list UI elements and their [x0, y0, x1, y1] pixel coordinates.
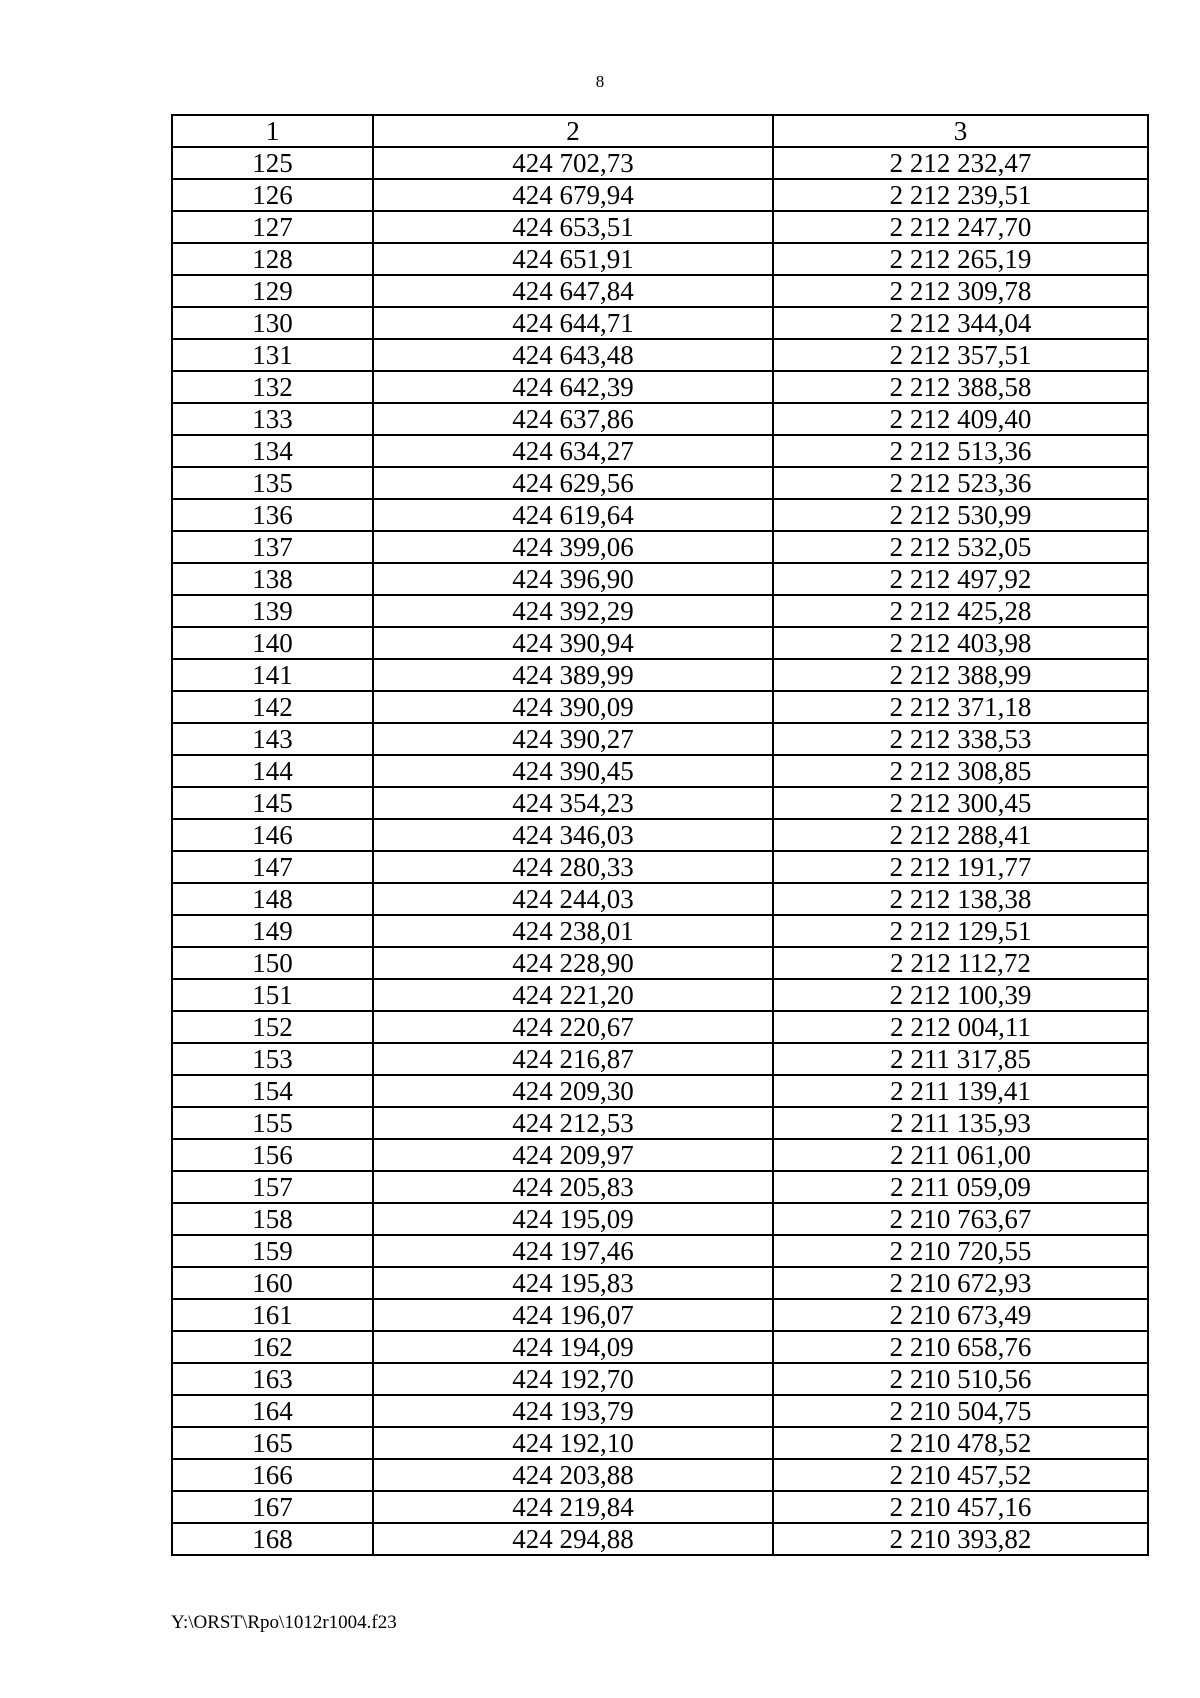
table-row [172, 211, 1148, 243]
table-row [172, 1395, 1148, 1427]
point-number-cell: 136 [172, 499, 373, 531]
coordinate-y-cell: 2 212 288,41 [773, 819, 1148, 851]
table-row [172, 1427, 1148, 1459]
coordinate-x-cell: 424 195,83 [373, 1267, 773, 1299]
coordinate-y-cell: 2 212 265,19 [773, 243, 1148, 275]
table-row [172, 1331, 1148, 1363]
table-row [172, 243, 1148, 275]
coordinate-y-cell: 2 212 232,47 [773, 147, 1148, 179]
coordinate-y-cell: 2 212 309,78 [773, 275, 1148, 307]
table-row [172, 755, 1148, 787]
table-row [172, 339, 1148, 371]
table-row [172, 1267, 1148, 1299]
coordinate-y-cell: 2 210 763,67 [773, 1203, 1148, 1235]
coordinate-x-cell: 424 390,09 [373, 691, 773, 723]
coordinate-y-cell: 2 212 239,51 [773, 179, 1148, 211]
point-number-cell: 155 [172, 1107, 373, 1139]
point-number-cell: 148 [172, 883, 373, 915]
coordinate-y-cell: 2 210 457,16 [773, 1491, 1148, 1523]
coordinate-y-cell: 2 212 497,92 [773, 563, 1148, 595]
coordinate-y-cell: 2 212 357,51 [773, 339, 1148, 371]
coordinate-x-cell: 424 209,30 [373, 1075, 773, 1107]
header-cell-2: 2 [373, 115, 773, 147]
coordinate-y-cell: 2 212 247,70 [773, 211, 1148, 243]
coordinate-x-cell: 424 346,03 [373, 819, 773, 851]
table-row [172, 915, 1148, 947]
coordinate-y-cell: 2 211 317,85 [773, 1043, 1148, 1075]
table-header-row [172, 115, 1148, 147]
coordinate-x-cell: 424 192,10 [373, 1427, 773, 1459]
coordinate-x-cell: 424 637,86 [373, 403, 773, 435]
coordinate-y-cell: 2 210 510,56 [773, 1363, 1148, 1395]
coordinate-x-cell: 424 390,45 [373, 755, 773, 787]
table-row [172, 883, 1148, 915]
coordinate-x-cell: 424 390,27 [373, 723, 773, 755]
coordinate-x-cell: 424 399,06 [373, 531, 773, 563]
point-number-cell: 134 [172, 435, 373, 467]
point-number-cell: 151 [172, 979, 373, 1011]
header-cell-1: 1 [172, 115, 373, 147]
footer-file-path: Y:\ORST\Rpo\1012r1004.f23 [171, 1612, 397, 1633]
point-number-cell: 150 [172, 947, 373, 979]
table-row [172, 1139, 1148, 1171]
point-number-cell: 156 [172, 1139, 373, 1171]
table-row [172, 947, 1148, 979]
table-row [172, 371, 1148, 403]
point-number-cell: 144 [172, 755, 373, 787]
table-row [172, 1459, 1148, 1491]
coordinate-y-cell: 2 212 532,05 [773, 531, 1148, 563]
table-row [172, 563, 1148, 595]
coordinate-x-cell: 424 389,99 [373, 659, 773, 691]
coordinate-y-cell: 2 212 129,51 [773, 915, 1148, 947]
coordinate-y-cell: 2 211 059,09 [773, 1171, 1148, 1203]
coordinate-y-cell: 2 212 004,11 [773, 1011, 1148, 1043]
table-row [172, 1299, 1148, 1331]
coordinate-y-cell: 2 210 478,52 [773, 1427, 1148, 1459]
table-row [172, 1523, 1148, 1555]
point-number-cell: 158 [172, 1203, 373, 1235]
table-body [172, 147, 1148, 1555]
coordinate-x-cell: 424 197,46 [373, 1235, 773, 1267]
coordinate-x-cell: 424 629,56 [373, 467, 773, 499]
page-number: 8 [595, 72, 605, 91]
point-number-cell: 130 [172, 307, 373, 339]
coordinate-x-cell: 424 392,29 [373, 595, 773, 627]
coordinate-x-cell: 424 634,27 [373, 435, 773, 467]
coordinates-table [171, 114, 1149, 1556]
coordinate-x-cell: 424 192,70 [373, 1363, 773, 1395]
table-row [172, 723, 1148, 755]
point-number-cell: 135 [172, 467, 373, 499]
table-row [172, 179, 1148, 211]
point-number-cell: 132 [172, 371, 373, 403]
coordinate-x-cell: 424 216,87 [373, 1043, 773, 1075]
coordinate-y-cell: 2 210 673,49 [773, 1299, 1148, 1331]
coordinate-x-cell: 424 280,33 [373, 851, 773, 883]
coordinate-y-cell: 2 211 139,41 [773, 1075, 1148, 1107]
table-row [172, 1491, 1148, 1523]
table-row [172, 275, 1148, 307]
table-row [172, 1203, 1148, 1235]
point-number-cell: 133 [172, 403, 373, 435]
point-number-cell: 141 [172, 659, 373, 691]
coordinate-x-cell: 424 643,48 [373, 339, 773, 371]
table-row [172, 691, 1148, 723]
coordinate-y-cell: 2 210 672,93 [773, 1267, 1148, 1299]
point-number-cell: 126 [172, 179, 373, 211]
coordinate-x-cell: 424 195,09 [373, 1203, 773, 1235]
coordinate-y-cell: 2 211 135,93 [773, 1107, 1148, 1139]
coordinate-y-cell: 2 212 112,72 [773, 947, 1148, 979]
coordinate-x-cell: 424 619,64 [373, 499, 773, 531]
coordinate-y-cell: 2 212 530,99 [773, 499, 1148, 531]
point-number-cell: 128 [172, 243, 373, 275]
point-number-cell: 140 [172, 627, 373, 659]
table-row [172, 1107, 1148, 1139]
table-row [172, 627, 1148, 659]
table-row [172, 307, 1148, 339]
point-number-cell: 125 [172, 147, 373, 179]
table-row [172, 1235, 1148, 1267]
coordinate-x-cell: 424 219,84 [373, 1491, 773, 1523]
coordinate-y-cell: 2 212 513,36 [773, 435, 1148, 467]
coordinate-y-cell: 2 212 425,28 [773, 595, 1148, 627]
coordinate-x-cell: 424 228,90 [373, 947, 773, 979]
coordinate-x-cell: 424 390,94 [373, 627, 773, 659]
table-row [172, 1363, 1148, 1395]
coordinate-y-cell: 2 212 344,04 [773, 307, 1148, 339]
point-number-cell: 159 [172, 1235, 373, 1267]
table-header [172, 115, 1148, 147]
coordinate-y-cell: 2 210 658,76 [773, 1331, 1148, 1363]
coordinate-x-cell: 424 396,90 [373, 563, 773, 595]
point-number-cell: 145 [172, 787, 373, 819]
point-number-cell: 157 [172, 1171, 373, 1203]
coordinate-y-cell: 2 212 100,39 [773, 979, 1148, 1011]
point-number-cell: 164 [172, 1395, 373, 1427]
table-row [172, 787, 1148, 819]
point-number-cell: 153 [172, 1043, 373, 1075]
point-number-cell: 129 [172, 275, 373, 307]
table-row [172, 819, 1148, 851]
point-number-cell: 127 [172, 211, 373, 243]
coordinate-x-cell: 424 244,03 [373, 883, 773, 915]
coordinate-y-cell: 2 210 393,82 [773, 1523, 1148, 1555]
point-number-cell: 143 [172, 723, 373, 755]
point-number-cell: 142 [172, 691, 373, 723]
point-number-cell: 131 [172, 339, 373, 371]
table-row [172, 659, 1148, 691]
table-row [172, 595, 1148, 627]
table-row [172, 1171, 1148, 1203]
point-number-cell: 163 [172, 1363, 373, 1395]
coordinate-y-cell: 2 212 388,99 [773, 659, 1148, 691]
point-number-cell: 149 [172, 915, 373, 947]
coordinate-x-cell: 424 702,73 [373, 147, 773, 179]
table-row [172, 1011, 1148, 1043]
coordinate-x-cell: 424 238,01 [373, 915, 773, 947]
coordinate-x-cell: 424 193,79 [373, 1395, 773, 1427]
coordinate-y-cell: 2 210 720,55 [773, 1235, 1148, 1267]
point-number-cell: 139 [172, 595, 373, 627]
coordinate-y-cell: 2 210 504,75 [773, 1395, 1148, 1427]
coordinate-y-cell: 2 212 388,58 [773, 371, 1148, 403]
coordinate-x-cell: 424 196,07 [373, 1299, 773, 1331]
table-row [172, 467, 1148, 499]
point-number-cell: 137 [172, 531, 373, 563]
point-number-cell: 168 [172, 1523, 373, 1555]
coordinate-y-cell: 2 212 338,53 [773, 723, 1148, 755]
point-number-cell: 160 [172, 1267, 373, 1299]
table-row [172, 851, 1148, 883]
table-row [172, 435, 1148, 467]
coordinate-x-cell: 424 679,94 [373, 179, 773, 211]
coordinate-x-cell: 424 205,83 [373, 1171, 773, 1203]
table-row [172, 403, 1148, 435]
point-number-cell: 146 [172, 819, 373, 851]
table-row [172, 499, 1148, 531]
coordinate-x-cell: 424 220,67 [373, 1011, 773, 1043]
point-number-cell: 147 [172, 851, 373, 883]
coordinate-y-cell: 2 212 300,45 [773, 787, 1148, 819]
coordinate-x-cell: 424 642,39 [373, 371, 773, 403]
table-row [172, 979, 1148, 1011]
point-number-cell: 167 [172, 1491, 373, 1523]
coordinate-x-cell: 424 221,20 [373, 979, 773, 1011]
coordinate-x-cell: 424 212,53 [373, 1107, 773, 1139]
coordinate-y-cell: 2 210 457,52 [773, 1459, 1148, 1491]
coordinate-y-cell: 2 212 371,18 [773, 691, 1148, 723]
coordinate-x-cell: 424 209,97 [373, 1139, 773, 1171]
point-number-cell: 161 [172, 1299, 373, 1331]
coordinate-y-cell: 2 212 403,98 [773, 627, 1148, 659]
coordinate-y-cell: 2 212 138,38 [773, 883, 1148, 915]
coordinate-y-cell: 2 212 523,36 [773, 467, 1148, 499]
table-row [172, 147, 1148, 179]
point-number-cell: 138 [172, 563, 373, 595]
coordinate-x-cell: 424 203,88 [373, 1459, 773, 1491]
coordinate-x-cell: 424 354,23 [373, 787, 773, 819]
coordinate-x-cell: 424 294,88 [373, 1523, 773, 1555]
coordinate-x-cell: 424 651,91 [373, 243, 773, 275]
point-number-cell: 162 [172, 1331, 373, 1363]
coordinate-y-cell: 2 211 061,00 [773, 1139, 1148, 1171]
coordinate-y-cell: 2 212 308,85 [773, 755, 1148, 787]
coordinate-x-cell: 424 194,09 [373, 1331, 773, 1363]
point-number-cell: 152 [172, 1011, 373, 1043]
coordinate-x-cell: 424 647,84 [373, 275, 773, 307]
coordinate-y-cell: 2 212 191,77 [773, 851, 1148, 883]
coordinate-x-cell: 424 653,51 [373, 211, 773, 243]
point-number-cell: 154 [172, 1075, 373, 1107]
coordinate-x-cell: 424 644,71 [373, 307, 773, 339]
coordinate-y-cell: 2 212 409,40 [773, 403, 1148, 435]
table-row [172, 1075, 1148, 1107]
table-row [172, 531, 1148, 563]
header-cell-3: 3 [773, 115, 1148, 147]
point-number-cell: 165 [172, 1427, 373, 1459]
point-number-cell: 166 [172, 1459, 373, 1491]
table-row [172, 1043, 1148, 1075]
